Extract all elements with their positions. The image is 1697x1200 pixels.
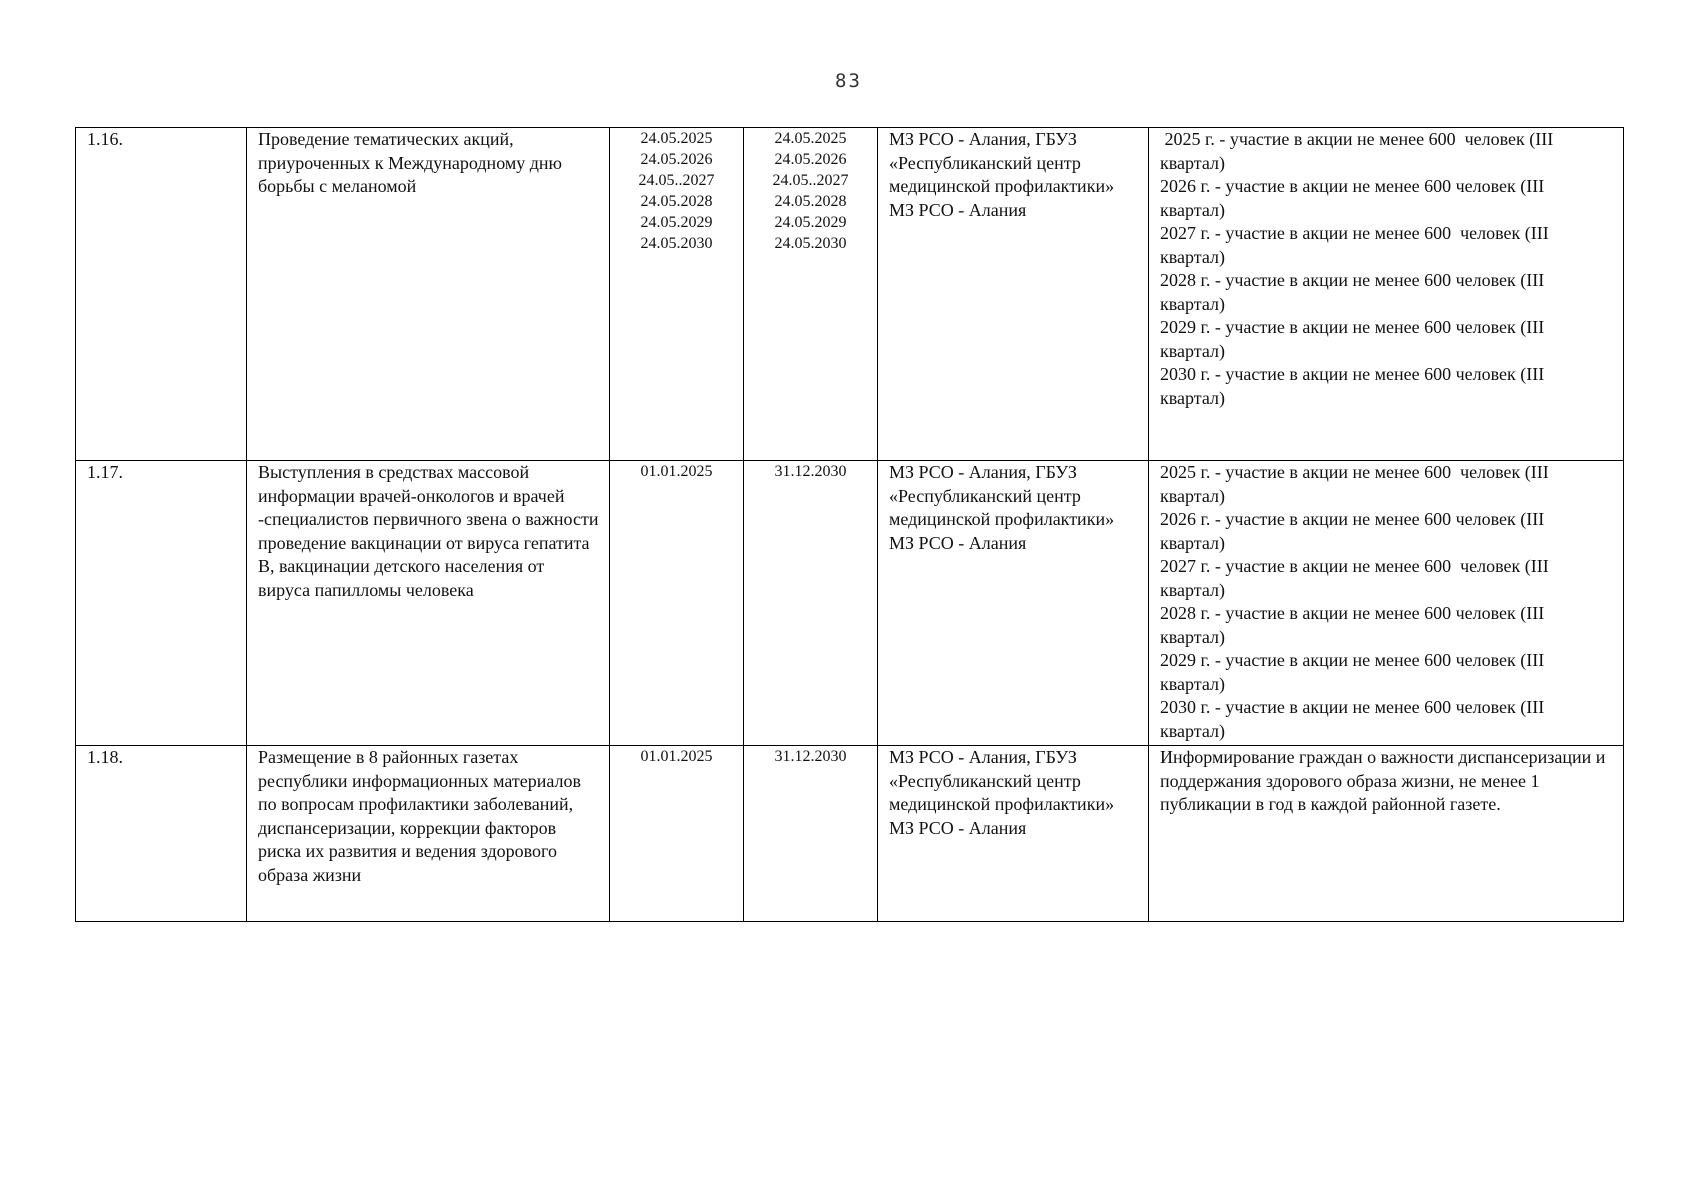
start-date: 24.05.2028 (640, 193, 713, 210)
expected-results (1149, 128, 1624, 461)
end-dates (744, 461, 878, 746)
responsible-organization: МЗ РСО - Алания, ГБУЗ «Республиканский центр медицинской профилактики» МЗ РСО - Алания (878, 461, 1149, 746)
row-number: 1.17. (76, 461, 247, 746)
start-dates (610, 128, 744, 461)
table-row (76, 746, 1624, 922)
expected-results (1149, 461, 1624, 746)
table-row (76, 128, 1624, 461)
responsible-organization: МЗ РСО - Алания, ГБУЗ «Республиканский центр медицинской профилактики» МЗ РСО - Алания (878, 746, 1149, 922)
table-row (76, 461, 1624, 746)
result-line: 2025 г. - участие в акции не менее 600 человек (III квартал) (1160, 462, 1554, 506)
result-line: 2026 г. - участие в акции не менее 600 человек (III квартал) (1160, 509, 1549, 553)
row-number: 1.16. (76, 128, 247, 461)
end-date: 24.05.2028 (774, 193, 847, 210)
end-dates (744, 746, 878, 922)
activity-description: Проведение тематических акций, приуроченных к Международному дню борьбы с меланомой (247, 128, 610, 461)
expected-results (1149, 746, 1624, 922)
result-line: Информирование граждан о важности диспансеризации и поддержания здорового образа жизни, не менее 1 публикации в год в каждой районной газете. (1160, 747, 1610, 814)
result-line: 2029 г. - участие в акции не менее 600 человек (III квартал) (1160, 317, 1549, 361)
end-date: 24.05..2027 (772, 172, 849, 189)
end-dates (744, 128, 878, 461)
result-line: 2030 г. - участие в акции не менее 600 человек (III квартал) (1160, 697, 1549, 741)
result-line: 2026 г. - участие в акции не менее 600 человек (III квартал) (1160, 176, 1549, 220)
start-date: 01.01.2025 (640, 748, 713, 765)
start-dates (610, 461, 744, 746)
page-number: 83 (835, 70, 862, 92)
end-date: 31.12.2030 (774, 463, 847, 480)
activity-plan-table (75, 127, 1624, 922)
start-date: 24.05..2027 (638, 172, 715, 189)
result-line: 2027 г. - участие в акции не менее 600 человек (III квартал) (1160, 556, 1554, 600)
start-date: 01.01.2025 (640, 463, 713, 480)
end-date: 31.12.2030 (774, 748, 847, 765)
result-line: 2030 г. - участие в акции не менее 600 человек (III квартал) (1160, 364, 1549, 408)
result-line: 2027 г. - участие в акции не менее 600 человек (III квартал) (1160, 223, 1554, 267)
result-line: 2025 г. - участие в акции не менее 600 человек (III квартал) (1160, 129, 1558, 173)
activity-description: Выступления в средствах массовой информации врачей-онкологов и врачей -специалистов первичного звена о важности проведение вакцинации от вируса гепатита В, вакцинации детского населения от вируса папилломы человека (247, 461, 610, 746)
end-date: 24.05.2026 (774, 151, 847, 168)
start-date: 24.05.2029 (640, 214, 713, 231)
row-number: 1.18. (76, 746, 247, 922)
start-date: 24.05.2025 (640, 130, 713, 147)
end-date: 24.05.2029 (774, 214, 847, 231)
start-date: 24.05.2030 (640, 235, 713, 252)
start-dates (610, 746, 744, 922)
end-date: 24.05.2030 (774, 235, 847, 252)
result-line: 2028 г. - участие в акции не менее 600 человек (III квартал) (1160, 270, 1549, 314)
result-line: 2028 г. - участие в акции не менее 600 человек (III квартал) (1160, 603, 1549, 647)
responsible-organization: МЗ РСО - Алания, ГБУЗ «Республиканский центр медицинской профилактики» МЗ РСО - Алания (878, 128, 1149, 461)
end-date: 24.05.2025 (774, 130, 847, 147)
start-date: 24.05.2026 (640, 151, 713, 168)
result-line: 2029 г. - участие в акции не менее 600 человек (III квартал) (1160, 650, 1549, 694)
activity-description: Размещение в 8 районных газетах республики информационных материалов по вопросам профилактики заболеваний, диспансеризации, коррекции факторов риска их развития и ведения здорового образа жизни (247, 746, 610, 922)
